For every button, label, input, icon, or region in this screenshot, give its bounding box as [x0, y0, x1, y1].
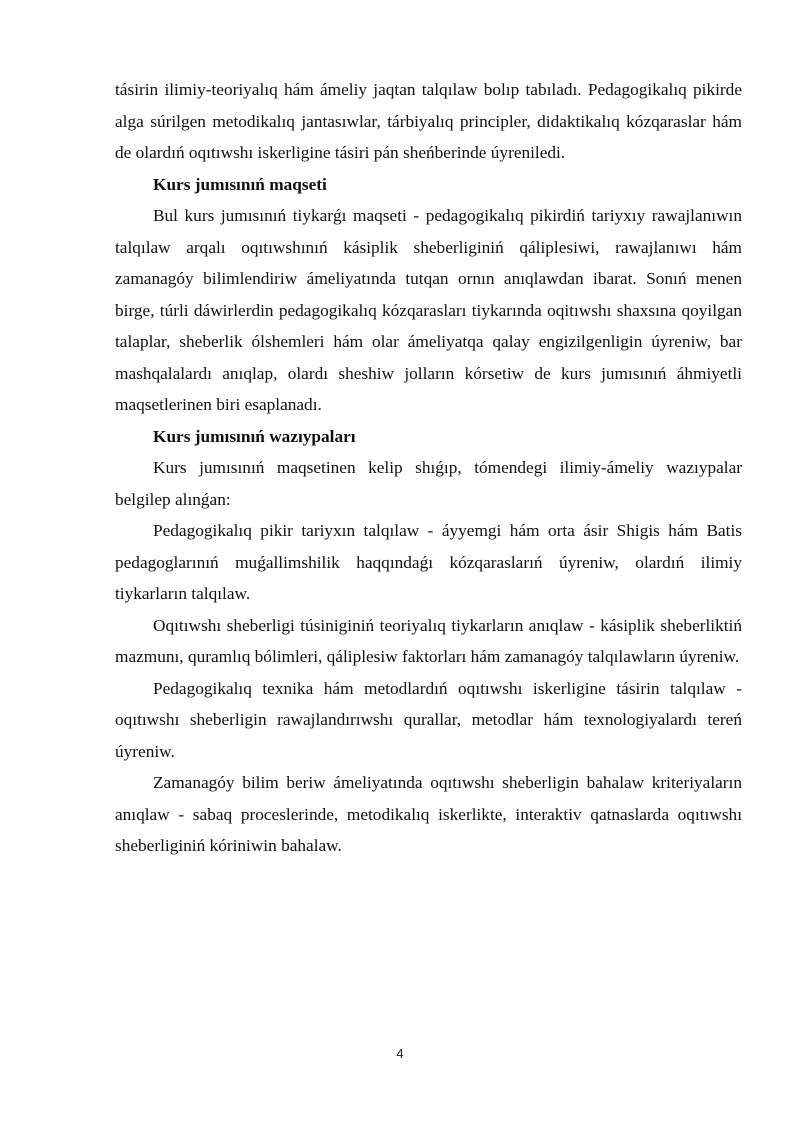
task-paragraph-technique: Pedagogikalıq texnika hám metodlardıń oqıtıwshı iskerligine tásirin talqılaw - oqıtıwshı sheberligin rawajlandırıwshı qurallar, metodlar hám texnologiyalardı tereń úyreniw. — [115, 678, 742, 761]
task-paragraph-history: Pedagogikalıq pikir tariyxın talqılaw - áyyemgi hám orta ásir Shigis hám Batis pedagoglarınıń muǵallimshilik haqqındaǵı kózqaraslarıń úyreniw, olardıń ilimiy tiykarların talqılaw. — [115, 521, 742, 603]
tasks-intro-paragraph: Kurs jumısınıń maqsetinen kelip shıǵıp, tómendegi ilimiy-ámeliy wazıypalar belgilep alınǵan: — [115, 458, 742, 509]
intro-paragraph: tásirin ilimiy-teoriyalıq hám ámeliy jaqtan talqılaw bolıp tabıladı. Pedagogikalıq pikirde alga súrilgen metodikalıq jantasıwlar, tárbiyalıq principler, didaktikalıq kózqaraslar hám de olardıń oqıtıwshı iskerligine tásiri pán sheńberinde úyreniledi. — [115, 80, 742, 162]
task-paragraph-assessment: Zamanagóy bilim beriw ámeliyatında oqıtıwshı sheberligin bahalaw kriteriyaların anıqlaw - sabaq proceslerinde, metodikalıq iskerlikte, interaktiv qatnaslarda oqıtıwshı sheberliginiń kóriniwin bahalaw. — [115, 773, 742, 855]
goal-paragraph: Bul kurs jumısınıń tiykarǵı maqseti - pedagogikalıq pikirdiń tariyxıy rawajlanıwın talqılaw arqalı oqıtıwshınıń kásiplik sheberliginiń qáliplesiwi, rawajlanıwı hám zamanagóy bilimlendiriw ámeliyatında tutqan ornın anıqlawdan ibarat. Sonıń menen birge, túrli dáwirlerdin pedagogikalıq kózqarasları tiykarında oqitıwshı shaxsına qoyilgan talaplar, sheberlik ólshemleri hám olar ámeliyatqa qalay engizilgenligin úyreniw, bar mashqalalardı anıqlap, olardı sheshiw jolların kórsetiw de kurs jumısınıń áhmiyetli maqsetlerinen biri esaplanadı. — [115, 206, 742, 414]
page-body — [115, 74, 742, 862]
section-heading-tasks: Kurs jumısınıń wazıypaları — [153, 426, 356, 446]
page-number: 4 — [396, 1046, 404, 1061]
section-heading-goal: Kurs jumısınıń maqseti — [153, 174, 327, 194]
task-paragraph-theory: Oqıtıwshı sheberligi túsiniginiń teoriyalıq tiykarların anıqlaw - kásiplik sheberliktiń mazmunı, quramlıq bólimleri, qáliplesiw faktorları hám zamanagóy talqılawların úyreniw. — [115, 615, 742, 666]
